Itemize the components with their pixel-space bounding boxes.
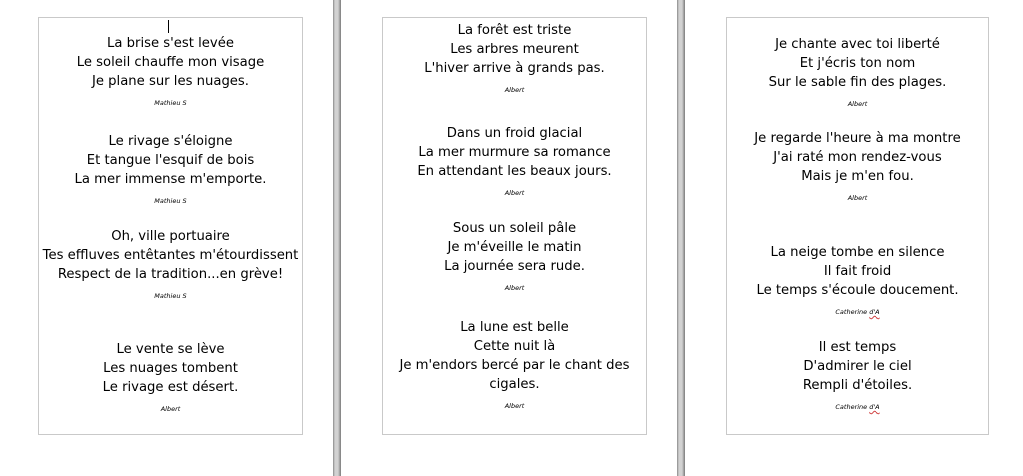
poem-line: Le soleil chauffe mon visage [76,55,265,70]
poem-line: Le rivage est désert. [102,380,239,395]
poem [727,338,988,411]
poem-line: Je chante avec toi liberté [775,37,940,52]
poem-line: La lune est belle [460,320,569,335]
poem-author: Albert [504,86,525,94]
page-3-text-area[interactable] [726,17,989,435]
poem [383,219,646,292]
poem-author [727,403,988,411]
poem-line: Mais je m'en fou. [801,169,914,184]
poem-line: Oh, ville portuaire [111,229,230,244]
poem-line: Je m'éveille le matin [447,240,582,255]
poem-line: Le rivage s'éloigne [108,134,233,149]
poem-line: En attendant les beaux jours. [417,164,612,179]
poem-line: Respect de la tradition...en grève! [57,267,284,282]
page-separator [333,0,341,476]
poem-line: J'ai raté mon rendez-vous [773,150,942,165]
poem [39,34,302,107]
poem-line: La brise s'est levée [107,36,234,51]
poem-author: Albert [504,402,525,410]
poem [39,132,302,205]
poem-line: Il fait froid [823,264,892,279]
author-name: Catherine [835,308,870,316]
poem-line: Dans un froid glacial [446,126,583,141]
poem-author: Albert [504,284,525,292]
poem-line: La mer immense m'emporte. [74,172,267,187]
poem-line: Et j'écris ton nom [799,56,916,71]
poem-line: Et tangue l'esquif de bois [86,153,255,168]
poem-line: Cette nuit là [473,339,556,354]
poem-line: Les arbres meurent [450,42,579,57]
poem-line: Le vente se lève [116,342,225,357]
page-1-text-area[interactable] [38,17,303,435]
poem-author: Albert [160,405,181,413]
poem-line: Les nuages tombent [103,361,238,376]
poem-line: cigales. [489,377,540,392]
author-name: Catherine [835,403,870,411]
poem-author: Albert [504,189,525,197]
poem-line: Je m'endors bercé par le chant des [399,358,630,373]
poem-line: L'hiver arrive à grands pas. [424,61,605,76]
poem [39,227,302,300]
poem [727,35,988,108]
poem-author: Mathieu S [154,292,187,300]
poem-line: Rempli d'étoiles. [802,378,913,393]
poem-line: Sous un soleil pâle [452,221,577,236]
poem-line: D'admirer le ciel [803,359,912,374]
poem [383,318,646,410]
poem-line: Tes effluves entêtantes m'étourdissent [42,248,299,263]
poem [383,124,646,197]
spellcheck-flagged-word[interactable]: d'A [869,308,880,316]
text-cursor [168,20,169,33]
poem-author: Albert [847,100,868,108]
spellcheck-flagged-word[interactable]: d'A [869,403,880,411]
poem-line: La forêt est triste [457,23,572,38]
poem-author: Albert [847,194,868,202]
page-2-text-area[interactable] [382,17,647,435]
poem-line: La neige tombe en silence [770,245,945,260]
poem-line: Je regarde l'heure à ma montre [754,131,961,146]
poem-line: La journée sera rude. [444,259,585,274]
poem [39,340,302,413]
poem-line: Le temps s'écoule doucement. [756,283,959,298]
poem-line: Sur le sable fin des plages. [768,75,947,90]
poem-line: Je plane sur les nuages. [91,74,249,89]
poem-author: Mathieu S [154,99,187,107]
poem [727,129,988,202]
poem-line: Il est temps [818,340,897,355]
poem [383,21,646,94]
poem-author [727,308,988,316]
page-separator [677,0,685,476]
poem-author: Mathieu S [154,197,187,205]
poem [727,243,988,316]
poem-line: La mer murmure sa romance [418,145,611,160]
